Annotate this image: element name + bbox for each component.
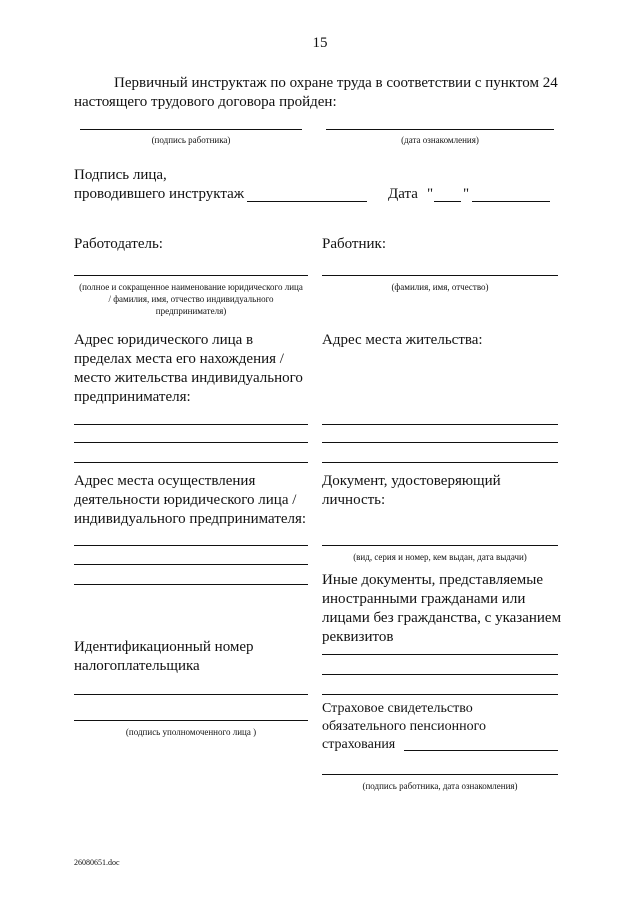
worker-signature-caption: (подпись работника)	[151, 135, 231, 145]
employer-signature-caption: (подпись уполномоченного лица )	[125, 727, 257, 737]
worker-other-docs-line-3[interactable]	[322, 694, 558, 695]
employer-address-line-3[interactable]	[74, 462, 308, 463]
briefing-date-line[interactable]	[326, 129, 554, 130]
instructor-date-day-line[interactable]	[434, 201, 461, 202]
page-number: 15	[312, 35, 328, 51]
instructor-date-label: Дата	[388, 186, 418, 202]
worker-other-docs-line-1[interactable]	[322, 654, 558, 655]
employer-activity-line-3[interactable]	[74, 584, 308, 585]
employer-inn-line[interactable]	[74, 694, 308, 695]
instructor-signature-line[interactable]	[247, 201, 367, 202]
worker-id-doc-caption: (вид, серия и номер, кем выдан, дата выдачи)	[353, 552, 527, 562]
briefing-text: Первичный инструктаж по охране труда в соответствии с пунктом 24 настоящего трудового договора пройден:	[74, 75, 558, 110]
footer-file-name: 26080651.doc	[74, 858, 120, 867]
worker-address-label: Адрес места жительства:	[322, 332, 483, 348]
date-quote-open: "	[427, 186, 434, 202]
employer-activity-line-1[interactable]	[74, 545, 308, 546]
date-quote-close: "	[463, 186, 470, 202]
instructor-label-line2: проводившего инструктаж	[74, 186, 245, 202]
worker-final-signature-line[interactable]	[322, 774, 558, 775]
worker-signature-line[interactable]	[80, 129, 302, 130]
worker-address-line-1[interactable]	[322, 424, 558, 425]
briefing-date-caption: (дата ознакомления)	[401, 135, 479, 145]
worker-pension-label-3: страхования	[322, 737, 396, 752]
employer-address-label: Адрес юридического лица в пределах места его нахождения / место жительства индивидуального предпринимателя:	[74, 332, 303, 405]
instructor-date-month-line[interactable]	[472, 201, 550, 202]
worker-name-line[interactable]	[322, 275, 558, 276]
worker-address-line-2[interactable]	[322, 442, 558, 443]
instructor-label-line1: Подпись лица,	[74, 167, 167, 183]
worker-id-doc-label: Документ, удостоверяющий личность:	[322, 473, 501, 508]
employer-signature-line[interactable]	[74, 720, 308, 721]
employer-address-line-1[interactable]	[74, 424, 308, 425]
worker-pension-number-line[interactable]	[404, 750, 558, 751]
worker-address-line-3[interactable]	[322, 462, 558, 463]
worker-other-docs-line-2[interactable]	[322, 674, 558, 675]
worker-final-signature-caption: (подпись работника, дата ознакомления)	[362, 781, 518, 791]
employer-inn-label: Идентификационный номер налогоплательщика	[74, 639, 254, 674]
worker-title: Работник:	[322, 236, 386, 252]
worker-name-caption: (фамилия, имя, отчество)	[391, 282, 489, 292]
employer-activity-line-2[interactable]	[74, 564, 308, 565]
employer-activity-label: Адрес места осуществления деятельности юридического лица / индивидуального предпринимателя:	[74, 473, 307, 527]
employer-name-caption: (полное и сокращенное наименование юридического лица / фамилия, имя, отчество индивидуального предпринимателя)	[79, 282, 303, 316]
employer-name-line[interactable]	[74, 275, 308, 276]
worker-pension-label-1: Страховое свидетельство	[322, 701, 473, 716]
worker-pension-label-2: обязательного пенсионного	[322, 719, 486, 734]
employer-address-line-2[interactable]	[74, 442, 308, 443]
employer-title: Работодатель:	[74, 236, 163, 252]
worker-id-doc-line[interactable]	[322, 545, 558, 546]
worker-other-docs-label: Иные документы, представляемые иностранными гражданами или лицами без гражданства, с указанием реквизитов	[322, 572, 562, 645]
